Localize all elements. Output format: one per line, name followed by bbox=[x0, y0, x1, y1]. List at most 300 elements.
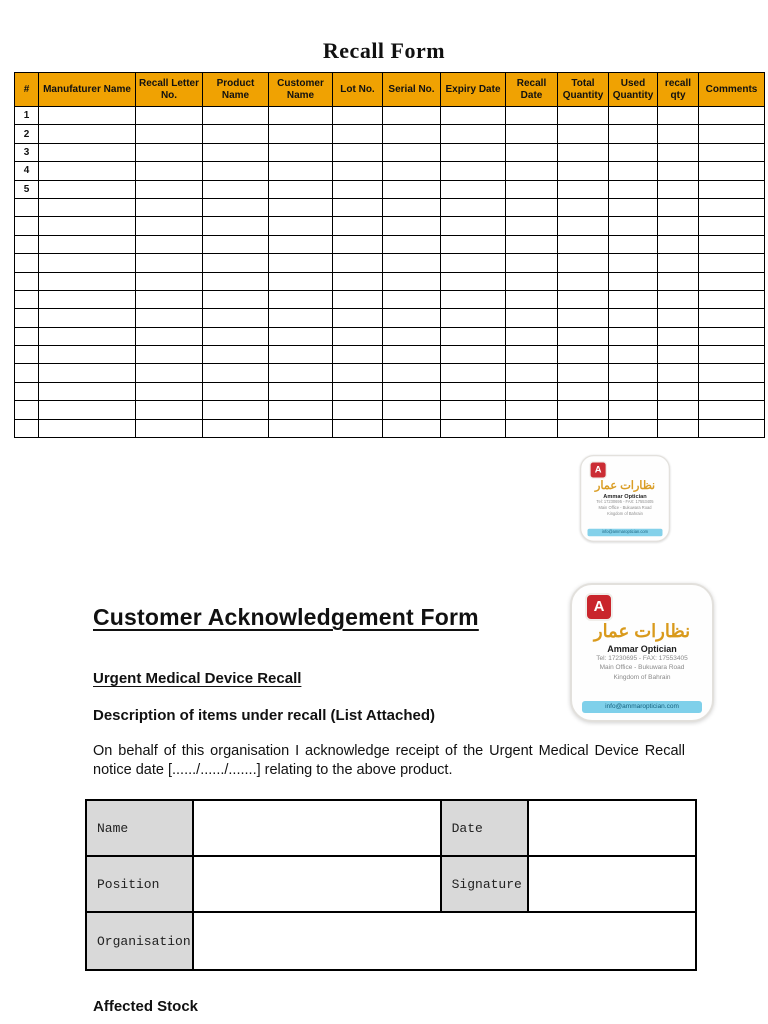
ack-row-organisation bbox=[86, 912, 696, 970]
logo-contact-line: Tel: 17230695 - FAX: 17553405 bbox=[596, 654, 688, 662]
empty-cell bbox=[383, 419, 441, 437]
empty-cell bbox=[506, 235, 558, 253]
logo-arabic-name: نظارات عمار bbox=[594, 478, 656, 492]
empty-cell bbox=[558, 290, 609, 308]
row-number-cell: 5 bbox=[15, 180, 39, 198]
empty-cell bbox=[269, 272, 333, 290]
logo-contact-line: Main Office - Bukuwara Road bbox=[599, 664, 685, 672]
recall-column-header: Customer Name bbox=[269, 73, 333, 107]
empty-cell bbox=[699, 309, 765, 327]
date-field bbox=[528, 800, 696, 856]
empty-cell bbox=[609, 217, 658, 235]
ack-row-name-date bbox=[86, 800, 696, 856]
empty-cell bbox=[506, 180, 558, 198]
row-number-cell bbox=[15, 382, 39, 400]
empty-cell bbox=[609, 235, 658, 253]
row-number-cell bbox=[15, 419, 39, 437]
acknowledgement-form-title: Customer Acknowledgement Form bbox=[93, 604, 479, 630]
empty-cell bbox=[506, 272, 558, 290]
row-number-cell: 3 bbox=[15, 143, 39, 161]
empty-cell bbox=[269, 198, 333, 216]
empty-cell bbox=[658, 107, 699, 125]
empty-cell bbox=[333, 272, 383, 290]
empty-cell bbox=[441, 290, 506, 308]
empty-cell bbox=[506, 125, 558, 143]
empty-cell bbox=[333, 143, 383, 161]
empty-cell bbox=[558, 327, 609, 345]
empty-cell bbox=[383, 327, 441, 345]
position-label: Position bbox=[86, 856, 193, 912]
empty-cell bbox=[506, 162, 558, 180]
empty-cell bbox=[269, 107, 333, 125]
empty-cell bbox=[269, 235, 333, 253]
recall-table-row bbox=[15, 272, 765, 290]
empty-cell bbox=[333, 290, 383, 308]
acknowledgement-body-text: On behalf of this organisation I acknowledge receipt of the Urgent Medical Device Recall notice date [....../....../.......] relating to the above product. bbox=[93, 743, 685, 779]
name-field bbox=[193, 800, 441, 856]
empty-cell bbox=[558, 198, 609, 216]
empty-cell bbox=[333, 162, 383, 180]
empty-cell bbox=[136, 290, 203, 308]
empty-cell bbox=[699, 180, 765, 198]
empty-cell bbox=[506, 143, 558, 161]
empty-cell bbox=[136, 309, 203, 327]
empty-cell bbox=[203, 309, 269, 327]
empty-cell bbox=[203, 125, 269, 143]
empty-cell bbox=[506, 364, 558, 382]
empty-cell bbox=[333, 125, 383, 143]
recall-table-row bbox=[15, 107, 765, 125]
empty-cell bbox=[658, 198, 699, 216]
empty-cell bbox=[136, 327, 203, 345]
empty-cell bbox=[699, 143, 765, 161]
empty-cell bbox=[441, 198, 506, 216]
row-number-cell: 1 bbox=[15, 107, 39, 125]
recall-table-row bbox=[15, 309, 765, 327]
empty-cell bbox=[441, 162, 506, 180]
empty-cell bbox=[39, 125, 136, 143]
empty-cell bbox=[609, 346, 658, 364]
empty-cell bbox=[441, 309, 506, 327]
empty-cell bbox=[333, 364, 383, 382]
empty-cell bbox=[136, 143, 203, 161]
empty-cell bbox=[609, 107, 658, 125]
row-number-cell bbox=[15, 327, 39, 345]
row-number-cell: 4 bbox=[15, 162, 39, 180]
empty-cell bbox=[333, 401, 383, 419]
row-number-cell bbox=[15, 309, 39, 327]
empty-cell bbox=[269, 401, 333, 419]
empty-cell bbox=[699, 107, 765, 125]
empty-cell bbox=[269, 382, 333, 400]
ammar-optician-stamp-small bbox=[580, 455, 670, 542]
recall-column-header: Product Name bbox=[203, 73, 269, 107]
signature-field bbox=[528, 856, 696, 912]
empty-cell bbox=[441, 346, 506, 364]
empty-cell bbox=[558, 162, 609, 180]
description-heading: Description of items under recall (List Attached) bbox=[93, 707, 436, 724]
empty-cell bbox=[333, 419, 383, 437]
affected-stock-heading: Affected Stock bbox=[93, 998, 199, 1015]
row-number-cell bbox=[15, 235, 39, 253]
empty-cell bbox=[699, 254, 765, 272]
logo-footer-bar: info@ammaroptician.com bbox=[588, 529, 663, 537]
empty-cell bbox=[136, 125, 203, 143]
empty-cell bbox=[658, 290, 699, 308]
empty-cell bbox=[269, 309, 333, 327]
empty-cell bbox=[39, 198, 136, 216]
empty-cell bbox=[136, 272, 203, 290]
empty-cell bbox=[383, 143, 441, 161]
empty-cell bbox=[658, 125, 699, 143]
empty-cell bbox=[383, 217, 441, 235]
empty-cell bbox=[699, 125, 765, 143]
empty-cell bbox=[203, 327, 269, 345]
empty-cell bbox=[383, 254, 441, 272]
recall-table bbox=[14, 72, 765, 438]
empty-cell bbox=[333, 235, 383, 253]
recall-table-row bbox=[15, 217, 765, 235]
empty-cell bbox=[136, 419, 203, 437]
recall-table-header-row bbox=[15, 73, 765, 107]
empty-cell bbox=[333, 217, 383, 235]
empty-cell bbox=[441, 107, 506, 125]
empty-cell bbox=[506, 419, 558, 437]
acknowledgement-table bbox=[85, 799, 697, 971]
recall-table-row bbox=[15, 419, 765, 437]
row-number-cell bbox=[15, 198, 39, 216]
date-label: Date bbox=[441, 800, 528, 856]
empty-cell bbox=[506, 382, 558, 400]
recall-column-header: Total Quantity bbox=[558, 73, 609, 107]
empty-cell bbox=[441, 125, 506, 143]
empty-cell bbox=[609, 125, 658, 143]
empty-cell bbox=[39, 382, 136, 400]
empty-cell bbox=[558, 254, 609, 272]
empty-cell bbox=[658, 180, 699, 198]
logo-footer-bar: info@ammaroptician.com bbox=[582, 701, 702, 713]
empty-cell bbox=[269, 346, 333, 364]
empty-cell bbox=[609, 309, 658, 327]
empty-cell bbox=[441, 401, 506, 419]
empty-cell bbox=[39, 162, 136, 180]
empty-cell bbox=[203, 272, 269, 290]
empty-cell bbox=[441, 419, 506, 437]
logo-contact-line: Main Office - Bukuwara Road bbox=[598, 505, 652, 511]
empty-cell bbox=[39, 143, 136, 161]
empty-cell bbox=[333, 180, 383, 198]
logo-company-name: Ammar Optician bbox=[607, 643, 677, 654]
empty-cell bbox=[39, 290, 136, 308]
recall-column-header: Comments bbox=[699, 73, 765, 107]
empty-cell bbox=[39, 309, 136, 327]
recall-table-row bbox=[15, 364, 765, 382]
name-label: Name bbox=[86, 800, 193, 856]
empty-cell bbox=[658, 364, 699, 382]
empty-cell bbox=[506, 198, 558, 216]
row-number-cell bbox=[15, 254, 39, 272]
empty-cell bbox=[383, 235, 441, 253]
empty-cell bbox=[699, 401, 765, 419]
empty-cell bbox=[658, 254, 699, 272]
empty-cell bbox=[136, 198, 203, 216]
empty-cell bbox=[269, 143, 333, 161]
recall-table-row bbox=[15, 401, 765, 419]
empty-cell bbox=[441, 254, 506, 272]
empty-cell bbox=[136, 217, 203, 235]
empty-cell bbox=[506, 217, 558, 235]
row-number-cell bbox=[15, 346, 39, 364]
empty-cell bbox=[39, 180, 136, 198]
empty-cell bbox=[383, 198, 441, 216]
empty-cell bbox=[699, 327, 765, 345]
empty-cell bbox=[203, 419, 269, 437]
recall-table-row bbox=[15, 235, 765, 253]
empty-cell bbox=[609, 327, 658, 345]
recall-table-row bbox=[15, 290, 765, 308]
empty-cell bbox=[699, 419, 765, 437]
empty-cell bbox=[441, 143, 506, 161]
empty-cell bbox=[506, 346, 558, 364]
empty-cell bbox=[333, 382, 383, 400]
recall-column-header: recall qty bbox=[658, 73, 699, 107]
empty-cell bbox=[203, 290, 269, 308]
empty-cell bbox=[658, 382, 699, 400]
empty-cell bbox=[333, 107, 383, 125]
empty-cell bbox=[699, 162, 765, 180]
empty-cell bbox=[203, 235, 269, 253]
empty-cell bbox=[39, 272, 136, 290]
empty-cell bbox=[609, 162, 658, 180]
recall-table-row bbox=[15, 198, 765, 216]
empty-cell bbox=[699, 346, 765, 364]
recall-table-row bbox=[15, 180, 765, 198]
empty-cell bbox=[333, 198, 383, 216]
empty-cell bbox=[441, 235, 506, 253]
empty-cell bbox=[609, 143, 658, 161]
empty-cell bbox=[203, 346, 269, 364]
empty-cell bbox=[699, 364, 765, 382]
empty-cell bbox=[383, 346, 441, 364]
empty-cell bbox=[658, 327, 699, 345]
recall-column-header: Lot No. bbox=[333, 73, 383, 107]
recall-column-header: Expiry Date bbox=[441, 73, 506, 107]
logo-contact-line: Kingdom of Bahrain bbox=[613, 673, 671, 681]
empty-cell bbox=[558, 143, 609, 161]
empty-cell bbox=[506, 327, 558, 345]
empty-cell bbox=[609, 290, 658, 308]
empty-cell bbox=[383, 125, 441, 143]
empty-cell bbox=[39, 217, 136, 235]
empty-cell bbox=[558, 346, 609, 364]
empty-cell bbox=[269, 217, 333, 235]
empty-cell bbox=[383, 162, 441, 180]
empty-cell bbox=[333, 346, 383, 364]
empty-cell bbox=[558, 419, 609, 437]
empty-cell bbox=[269, 364, 333, 382]
empty-cell bbox=[699, 217, 765, 235]
empty-cell bbox=[269, 290, 333, 308]
empty-cell bbox=[383, 290, 441, 308]
empty-cell bbox=[39, 327, 136, 345]
empty-cell bbox=[699, 198, 765, 216]
empty-cell bbox=[558, 235, 609, 253]
signature-label: Signature bbox=[441, 856, 528, 912]
empty-cell bbox=[136, 401, 203, 419]
empty-cell bbox=[203, 107, 269, 125]
empty-cell bbox=[558, 401, 609, 419]
empty-cell bbox=[558, 107, 609, 125]
empty-cell bbox=[333, 254, 383, 272]
recall-table-row bbox=[15, 346, 765, 364]
recall-table-row bbox=[15, 143, 765, 161]
ammar-optician-logo bbox=[570, 583, 714, 722]
empty-cell bbox=[506, 107, 558, 125]
empty-cell bbox=[506, 290, 558, 308]
empty-cell bbox=[558, 272, 609, 290]
recall-column-header: # bbox=[15, 73, 39, 107]
empty-cell bbox=[383, 309, 441, 327]
empty-cell bbox=[136, 107, 203, 125]
recall-column-header: Recall Letter No. bbox=[136, 73, 203, 107]
empty-cell bbox=[383, 364, 441, 382]
empty-cell bbox=[658, 235, 699, 253]
empty-cell bbox=[609, 198, 658, 216]
empty-cell bbox=[699, 235, 765, 253]
empty-cell bbox=[558, 382, 609, 400]
recall-table-row bbox=[15, 254, 765, 272]
organisation-field bbox=[193, 912, 696, 970]
logo-contact-line: Kingdom of Bahrain bbox=[607, 511, 643, 517]
empty-cell bbox=[558, 309, 609, 327]
recall-form-title: Recall Form bbox=[322, 38, 446, 63]
empty-cell bbox=[269, 327, 333, 345]
organisation-label: Organisation bbox=[86, 912, 193, 970]
empty-cell bbox=[658, 346, 699, 364]
ammar-logo-a-icon: A bbox=[589, 461, 607, 479]
empty-cell bbox=[203, 364, 269, 382]
empty-cell bbox=[39, 401, 136, 419]
empty-cell bbox=[333, 327, 383, 345]
empty-cell bbox=[39, 346, 136, 364]
row-number-cell bbox=[15, 217, 39, 235]
empty-cell bbox=[203, 162, 269, 180]
row-number-cell bbox=[15, 401, 39, 419]
empty-cell bbox=[136, 382, 203, 400]
empty-cell bbox=[609, 254, 658, 272]
empty-cell bbox=[558, 217, 609, 235]
empty-cell bbox=[609, 180, 658, 198]
empty-cell bbox=[558, 180, 609, 198]
empty-cell bbox=[609, 364, 658, 382]
empty-cell bbox=[383, 382, 441, 400]
empty-cell bbox=[441, 180, 506, 198]
empty-cell bbox=[136, 346, 203, 364]
empty-cell bbox=[699, 272, 765, 290]
empty-cell bbox=[203, 401, 269, 419]
empty-cell bbox=[136, 364, 203, 382]
empty-cell bbox=[658, 272, 699, 290]
empty-cell bbox=[441, 382, 506, 400]
empty-cell bbox=[203, 382, 269, 400]
empty-cell bbox=[699, 382, 765, 400]
empty-cell bbox=[658, 401, 699, 419]
empty-cell bbox=[699, 290, 765, 308]
empty-cell bbox=[269, 162, 333, 180]
empty-cell bbox=[203, 198, 269, 216]
empty-cell bbox=[558, 364, 609, 382]
recall-column-header: Serial No. bbox=[383, 73, 441, 107]
urgent-recall-subtitle: Urgent Medical Device Recall bbox=[93, 670, 302, 687]
empty-cell bbox=[609, 419, 658, 437]
empty-cell bbox=[269, 125, 333, 143]
empty-cell bbox=[658, 309, 699, 327]
row-number-cell: 2 bbox=[15, 125, 39, 143]
empty-cell bbox=[609, 382, 658, 400]
recall-column-header: Recall Date bbox=[506, 73, 558, 107]
empty-cell bbox=[658, 217, 699, 235]
empty-cell bbox=[39, 107, 136, 125]
empty-cell bbox=[203, 180, 269, 198]
row-number-cell bbox=[15, 364, 39, 382]
position-field bbox=[193, 856, 441, 912]
empty-cell bbox=[658, 419, 699, 437]
logo-contact-line: Tel: 17230695 - FAX: 17553405 bbox=[596, 499, 654, 505]
empty-cell bbox=[383, 180, 441, 198]
ammar-logo-a-icon: A bbox=[585, 593, 613, 621]
empty-cell bbox=[203, 217, 269, 235]
empty-cell bbox=[136, 162, 203, 180]
empty-cell bbox=[136, 254, 203, 272]
empty-cell bbox=[383, 107, 441, 125]
logo-arabic-name: نظارات عمار bbox=[593, 621, 691, 641]
empty-cell bbox=[506, 254, 558, 272]
empty-cell bbox=[269, 419, 333, 437]
empty-cell bbox=[269, 180, 333, 198]
empty-cell bbox=[658, 143, 699, 161]
empty-cell bbox=[269, 254, 333, 272]
empty-cell bbox=[609, 401, 658, 419]
empty-cell bbox=[39, 254, 136, 272]
row-number-cell bbox=[15, 272, 39, 290]
empty-cell bbox=[203, 254, 269, 272]
empty-cell bbox=[441, 364, 506, 382]
empty-cell bbox=[558, 125, 609, 143]
ack-row-position-signature bbox=[86, 856, 696, 912]
empty-cell bbox=[658, 162, 699, 180]
empty-cell bbox=[441, 217, 506, 235]
empty-cell bbox=[39, 364, 136, 382]
empty-cell bbox=[506, 401, 558, 419]
empty-cell bbox=[441, 272, 506, 290]
empty-cell bbox=[333, 309, 383, 327]
empty-cell bbox=[383, 272, 441, 290]
empty-cell bbox=[136, 235, 203, 253]
recall-table-row bbox=[15, 327, 765, 345]
empty-cell bbox=[506, 309, 558, 327]
empty-cell bbox=[136, 180, 203, 198]
row-number-cell bbox=[15, 290, 39, 308]
empty-cell bbox=[383, 401, 441, 419]
recall-table-row bbox=[15, 382, 765, 400]
empty-cell bbox=[609, 272, 658, 290]
empty-cell bbox=[441, 327, 506, 345]
recall-table-row bbox=[15, 162, 765, 180]
empty-cell bbox=[39, 419, 136, 437]
recall-table-row bbox=[15, 125, 765, 143]
recall-column-header: Used Quantity bbox=[609, 73, 658, 107]
logo-company-name: Ammar Optician bbox=[603, 492, 647, 500]
